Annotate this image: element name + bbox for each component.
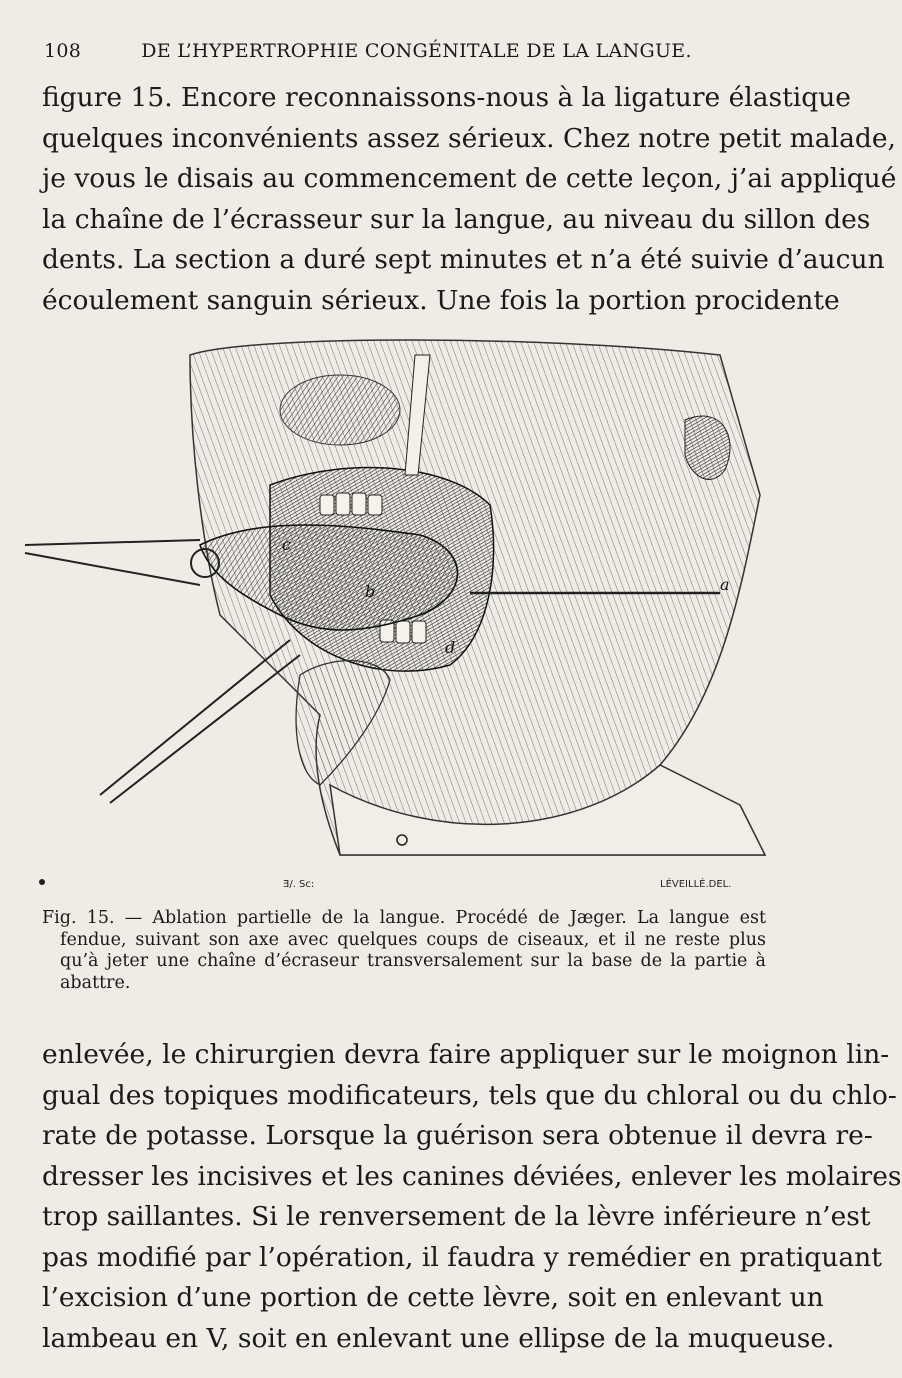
text-line: dents. La section a duré sept minutes et n’a été suivie d’aucun bbox=[42, 244, 885, 275]
surgical-engraving bbox=[20, 335, 780, 895]
text-line: la chaîne de l’écrasseur sur la langue, au niveau du sillon des bbox=[42, 203, 871, 235]
caption-line: Fig. 15. — Ablation partielle de la langue. Procédé de Jæger. La langue est bbox=[42, 908, 766, 928]
text-line: lambeau en V, soit en enlevant une ellipse de la muqueuse. bbox=[42, 1322, 835, 1354]
forceps-left bbox=[25, 540, 219, 585]
label-c: c bbox=[282, 535, 291, 554]
text-line: l’excision d’une portion de cette lèvre, soit en enlevant un bbox=[42, 1282, 824, 1313]
text-line: je vous le disais au commencement de cette leçon, j’ai appliqué bbox=[42, 163, 897, 194]
figure-caption bbox=[42, 908, 766, 994]
text-line: enlevée, le chirurgien devra faire appliquer sur le moignon lin- bbox=[42, 1039, 890, 1070]
engraving-figure bbox=[20, 335, 780, 895]
caption-line: qu’à jeter une chaîne d’écraseur transversalement sur la base de la partie à bbox=[60, 951, 766, 971]
engraver-credit: Ǝ/. Sc: bbox=[283, 879, 315, 890]
page-number: 108 bbox=[44, 40, 82, 62]
text-line: trop saillantes. Si le renversement de la lèvre inférieure n’est bbox=[42, 1201, 871, 1232]
running-header bbox=[44, 40, 764, 62]
label-b: b bbox=[365, 582, 376, 601]
ear-shape bbox=[685, 416, 730, 479]
caption-line: fendue, suivant son axe avec quelques coups de ciseaux, et il ne reste plus bbox=[60, 929, 766, 950]
text-line: dresser les incisives et les canines déviées, enlever les molaires bbox=[42, 1160, 902, 1192]
nose-shape bbox=[280, 375, 400, 445]
text-line: gual des topiques modificateurs, tels que du chloral ou du chlo- bbox=[42, 1079, 897, 1111]
text-line: écoulement sanguin sérieux. Une fois la portion procidente bbox=[42, 284, 840, 316]
text-line: pas modifié par l’opération, il faudra y remédier en pratiquant bbox=[42, 1241, 882, 1273]
text-line: rate de potasse. Lorsque la guérison sera obtenue il devra re- bbox=[42, 1120, 873, 1151]
body-text-top bbox=[42, 78, 897, 321]
caption-line: abattre. bbox=[60, 972, 131, 993]
text-line: figure 15. Encore reconnaissons-nous à la ligature élastique bbox=[42, 82, 851, 113]
label-d: d bbox=[445, 638, 456, 657]
text-line: quelques inconvénients assez sérieux. Chez notre petit malade, bbox=[42, 122, 896, 154]
label-a: a bbox=[720, 575, 730, 594]
running-title: DE L’HYPERTROPHIE CONGÉNITALE DE LA LANGUE. bbox=[141, 40, 692, 62]
body-text-bottom bbox=[42, 1035, 902, 1359]
artist-credit: LÉVEILLÉ.DEL. bbox=[660, 879, 732, 890]
